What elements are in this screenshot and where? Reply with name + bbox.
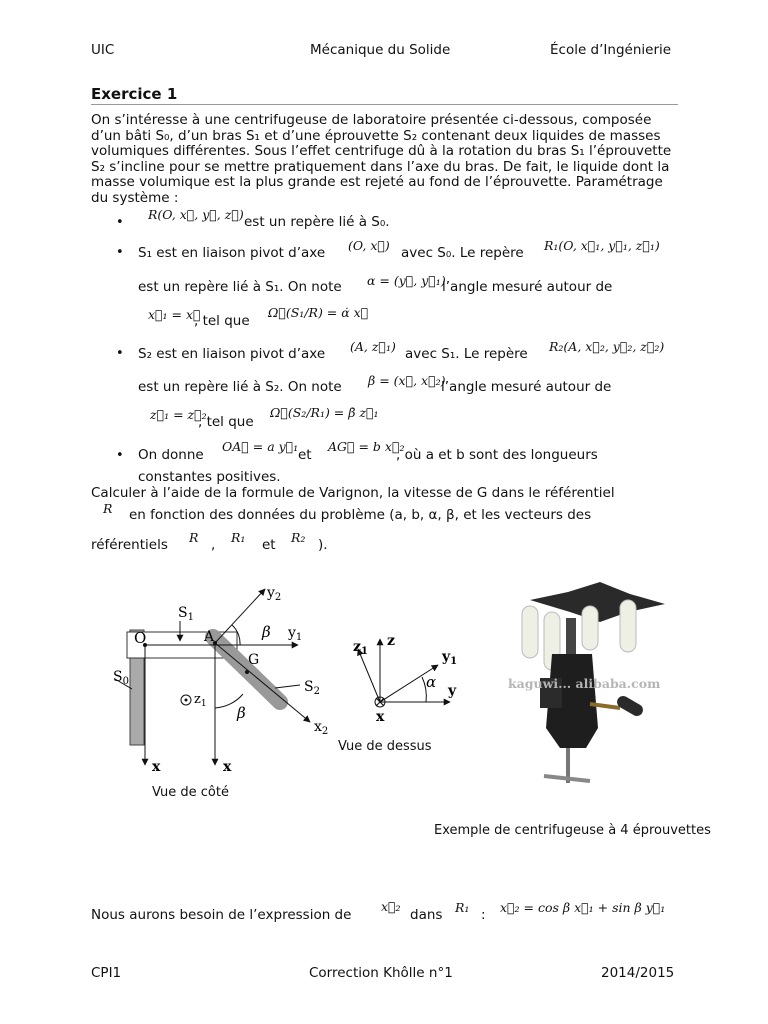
top-view-diagram <box>340 625 470 725</box>
vector-ag: AG⃗ = b x⃗₂ <box>328 439 405 454</box>
label-z1-top: $z_1$ <box>353 639 368 657</box>
bullet3-text-a: S₂ est en liaison pivot d’axe <box>138 346 326 362</box>
label-g: G <box>248 652 260 668</box>
tube-icon <box>582 606 598 650</box>
angle-alpha: α = (y⃗, y⃗₁) <box>367 273 446 288</box>
bullet2-text-e: , tel que <box>194 313 250 329</box>
photo-watermark: kaguwi... alibaba.com <box>508 676 661 691</box>
screw-icon <box>544 776 590 781</box>
bullet4-text-a: On donne <box>138 447 204 463</box>
frame-r-symbol: R <box>103 501 113 516</box>
omega-s1-r: Ω⃗(S₁/R) = α̇ x⃗ <box>268 305 369 320</box>
header-right: École d’Ingénierie <box>550 42 672 58</box>
label-x-left: x <box>152 759 161 775</box>
side-view-caption: Vue de côté <box>152 785 229 800</box>
frame-r-symbol: R <box>189 530 199 545</box>
x2-axis <box>215 643 310 722</box>
label-beta-bottom: β <box>237 704 246 722</box>
intro-paragraph: On s’intéresse à une centrifugeuse de laboratoire présentée ci-dessous, composée d’un bâti S₀, d’un bras S₁ et d’une éprouvette S₂ contenant deux liquides de masses volumiques différentes. Sous l’effet centrifuge dû à la rotation du bras S₁ l’éprouvette S₂ s’incline pour se mettre pratiquement dans l’axe du bras. De fait, le liquide dont la masse volumique est la plus grande est rejeté au fond de l’éprouvette. Paramétrage du système : <box>91 112 672 206</box>
frame-r1: R₁(O, x⃗₁, y⃗₁, z⃗₁) <box>544 238 660 253</box>
exercise-title: Exercice 1 <box>91 85 178 103</box>
label-s0: $S_0$ <box>113 669 129 687</box>
bullet1-text: est un repère lié à S₀. <box>244 214 390 230</box>
label-o: O <box>134 629 147 647</box>
label-s2: $S_2$ <box>304 679 320 697</box>
note-text-a: Nous aurons besoin de l’expression de <box>91 907 352 923</box>
axis-a-z1: (A, z⃗₁) <box>350 339 396 354</box>
frame-r0: R(O, x⃗, y⃗, z⃗) <box>148 207 244 222</box>
top-view-caption: Vue de dessus <box>338 739 432 754</box>
label-alpha: α <box>426 673 437 691</box>
angle-beta: β = (x⃗, x⃗₂) <box>368 373 446 388</box>
bullet3-text-b: avec S₁. Le repère <box>405 346 528 362</box>
axis-z1-eq-z2: z⃗₁ = z⃗₂ <box>150 407 207 422</box>
header-left: UIC <box>91 42 115 58</box>
label-z: z <box>387 633 395 649</box>
label-y-top: y <box>448 683 457 699</box>
separator: , <box>211 537 216 553</box>
footer-left: CPI1 <box>91 965 122 981</box>
note-colon: : <box>481 907 486 923</box>
frame-r2: R₂(A, x⃗₂, y⃗₂, z⃗₂) <box>549 339 665 354</box>
question-line1: Calculer à l’aide de la formule de Varignon, la vitesse de G dans le référentiel <box>91 485 615 501</box>
bullet-dot: • <box>116 245 124 260</box>
frame-r2-symbol: R₂ <box>291 530 306 545</box>
crank-handle-icon <box>615 694 645 718</box>
conjunction: et <box>262 537 276 553</box>
note-x2: x⃗₂ <box>381 899 401 914</box>
vector-oa: OA⃗ = a y⃗₁ <box>222 439 299 454</box>
label-s1: $S_1$ <box>178 605 194 623</box>
axis-o-x: (O, x⃗) <box>348 238 390 253</box>
question-line3: référentiels <box>91 537 168 553</box>
bullet3-text-c: est un repère lié à S₂. On note <box>138 379 342 395</box>
tube-icon <box>620 600 636 652</box>
bullet4-text-b: et <box>298 447 312 463</box>
note-text-b: dans <box>410 907 443 923</box>
question-line2: en fonction des données du problème (a, b, α, β, et les vecteurs des <box>129 507 592 523</box>
bullet2-text-d: l’angle mesuré autour de <box>442 279 613 295</box>
bullet4-text-d: constantes positives. <box>138 469 281 485</box>
bullet2-text-b: avec S₀. Le repère <box>401 245 524 261</box>
bullet-dot: • <box>116 448 124 463</box>
photo-caption: Exemple de centrifugeuse à 4 éprouvettes <box>434 823 711 838</box>
label-y2: $y_2$ <box>267 585 282 603</box>
s2-leader <box>275 685 300 688</box>
header-center: Mécanique du Solide <box>310 42 451 58</box>
y2-axis <box>215 589 265 643</box>
bullet3-text-e: , tel que <box>198 414 254 430</box>
question-end: ). <box>318 537 328 553</box>
footer-right: 2014/2015 <box>601 965 675 981</box>
bullet4-text-c: , où a et b sont des longueurs <box>396 447 598 463</box>
bullet3-text-d: l’angle mesuré autour de <box>441 379 612 395</box>
label-x-right: x <box>223 759 232 775</box>
label-a: A <box>204 629 215 645</box>
footer-center: Correction Khôlle n°1 <box>309 965 453 981</box>
bullet-dot: • <box>116 215 124 230</box>
label-x2: $x_2$ <box>314 719 329 737</box>
side-view-diagram <box>110 575 350 800</box>
bullet2-text-c: est un repère lié à S₁. On note <box>138 279 342 295</box>
centrifuge-photo <box>500 578 700 793</box>
label-x-top: x <box>376 709 385 725</box>
label-y1: $y_1$ <box>288 625 303 643</box>
label-z1: $z_1$ <box>194 692 207 709</box>
title-rule <box>91 104 678 105</box>
frame-r1-symbol: R₁ <box>231 530 246 545</box>
label-beta-top: β <box>262 623 271 641</box>
bullet-dot: • <box>116 346 124 361</box>
note-expression: x⃗₂ = cos β x⃗₁ + sin β y⃗₁ <box>500 900 666 915</box>
label-y1-top: $y_1$ <box>442 649 458 667</box>
note-r1: R₁ <box>455 900 470 915</box>
omega-s2-r1: Ω⃗(S₂/R₁) = β̇ z⃗₁ <box>270 405 379 420</box>
tube-icon <box>522 606 538 658</box>
z1-dot-icon <box>185 699 188 702</box>
bullet2-text-a: S₁ est en liaison pivot d’axe <box>138 245 326 261</box>
axis-x1-eq-x: x⃗₁ = x⃗ <box>148 307 201 322</box>
